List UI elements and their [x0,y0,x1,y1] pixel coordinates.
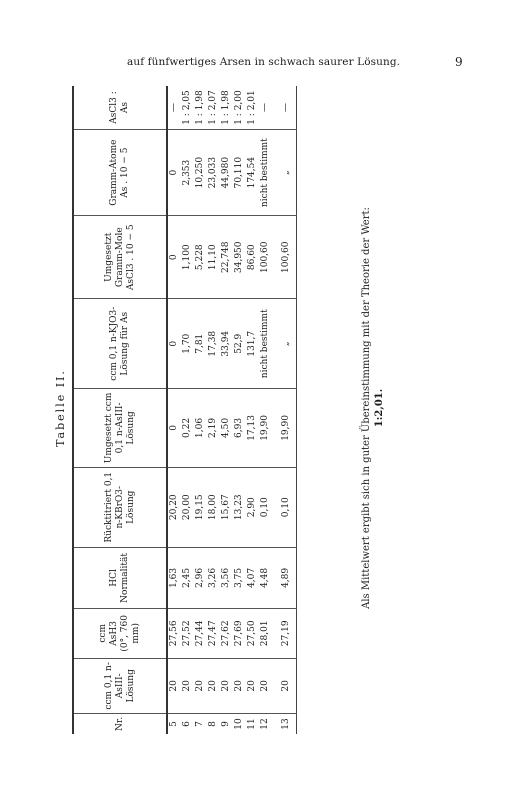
table-cell: 19,15 [194,467,207,547]
table-cell: 0,10 [259,467,272,547]
table-cell: 11 [247,718,257,730]
table-cell: 4,89 [280,547,297,608]
table-cell: 0 [167,216,181,299]
spacer-row [272,86,280,734]
table-cell: 27,69 [233,608,246,658]
table-cell: 70,110 [233,130,246,216]
table-cell: 17,13 [246,389,259,467]
header-hcl: HCl Normalität [73,547,167,608]
table-header-row [73,86,167,734]
spacer-cell [272,86,280,130]
table-cell: 12 [260,718,270,730]
table-cell: 20 [194,658,207,713]
table-cell: 27,19 [280,608,297,658]
table-cell: 7,81 [194,299,207,389]
table-cell: 13,23 [233,467,246,547]
table-cell: 8 [208,721,218,727]
table-cell: 2,45 [181,547,194,608]
table-cell: 5,228 [194,216,207,299]
table-caption: Tabelle II. [54,369,67,447]
table-cell: 5 [169,721,179,727]
table-cell: 2,96 [194,547,207,608]
table-cell: 6,93 [233,389,246,467]
table-cell: 20,20 [167,467,181,547]
table-cell: 1 : 1,98 [220,86,233,130]
table-cell: „ [280,130,297,216]
table-cell: 18,00 [207,467,220,547]
table-cell: 33,94 [220,299,233,389]
table-cell: 27,52 [181,608,194,658]
table-cell: 20 [233,658,246,713]
table-cell: 0,10 [280,467,297,547]
note-text: Als Mittelwert ergibt sich in guter Übereinstimmung mit der Theorie der Wert: [361,207,372,609]
table-cell: 23,033 [207,130,220,216]
table-cell: 22,748 [220,216,233,299]
page-number: 9 [455,55,463,69]
table-cell: 0 [167,389,181,467]
table-cell: 19,90 [259,389,272,467]
table-cell: 44,980 [220,130,233,216]
header-back-titrated: Rücktitriert 0,1 n-KBrO3-Lösung [73,467,167,547]
spacer-cell [272,658,280,713]
note-ratio: 1:2,01. [374,388,385,428]
table-cell: 1,70 [181,299,194,389]
table-cell: nicht bestimmt [259,130,272,216]
header-atoms-as: Gramm-Atome As . 10 − 5 [73,130,167,216]
table-cell: 20 [207,658,220,713]
spacer-cell [272,130,280,216]
header-kjo3: ccm 0,1 n-KJO3-Lösung für As [73,299,167,389]
table-cell: — [259,86,272,130]
table-cell: 1,06 [194,389,207,467]
table-cell: 1 : 2,01 [246,86,259,130]
table-cell: 100,60 [280,216,297,299]
table-cell: 27,62 [220,608,233,658]
table-cell: 10 [234,718,244,730]
spacer-cell [272,608,280,658]
table-cell: 1 : 2,05 [181,86,194,130]
data-table [72,86,297,734]
table-cell: 1 : 2,00 [233,86,246,130]
header-converted-as3: Umgesetzt ccm 0,1 n-AsIII-Lösung [73,389,167,467]
table-cell: 4,50 [220,389,233,467]
table-cell: 52,9 [233,299,246,389]
table-cell: 1,100 [181,216,194,299]
table-cell: nicht bestimmt [259,299,272,389]
table-cell: 20 [167,658,181,713]
table-cell: 0 [167,130,181,216]
table-cell: 28,01 [259,608,272,658]
header-nr: Nr. [114,716,125,731]
table-row [207,86,220,734]
table-cell: „ [280,299,297,389]
table-cell: — [280,86,297,130]
spacer-cell [272,216,280,299]
table-cell: 17,38 [207,299,220,389]
spacer-cell [272,467,280,547]
table-cell: 27,56 [167,608,181,658]
header-ratio: AsCl3 : As [73,86,167,130]
table-cell: 4,48 [259,547,272,608]
table-cell: 3,75 [233,547,246,608]
header-as3-solution: ccm 0,1 n-AsIII-Lösung [73,658,167,713]
table-cell: 27,44 [194,608,207,658]
table-cell: 10,250 [194,130,207,216]
header-moles-ascl3: Umgesetzt Gramm-Mole AsCl3 . 10 − 5 [73,216,167,299]
table-cell: 1 : 2,07 [207,86,220,130]
rotated-table-block [54,48,474,768]
table-cell: 4,07 [246,547,259,608]
table-cell: 27,47 [207,608,220,658]
table-row [233,86,246,734]
table-cell: 1 : 1,98 [194,86,207,130]
table-cell: 131,7 [246,299,259,389]
table-cell: 2,353 [181,130,194,216]
table-cell: 9 [221,721,231,727]
spacer-cell [272,299,280,389]
table-cell: 34,950 [233,216,246,299]
table-cell: 13 [281,718,291,730]
table-cell: 1,63 [167,547,181,608]
table-cell: 6 [182,721,192,727]
spacer-cell [272,547,280,608]
table-cell: 100,60 [259,216,272,299]
conclusion-note [360,48,386,768]
table-cell: 7 [195,721,205,727]
table-cell: 20 [246,658,259,713]
table-cell: 174,54 [246,130,259,216]
table-cell: 19,90 [280,389,297,467]
spacer-cell [272,713,280,734]
table-cell: 0,22 [181,389,194,467]
table-row [246,86,259,734]
table-cell: 11,10 [207,216,220,299]
header-ash3: ccm AsH3 (0°, 760 mm) [73,608,167,658]
table-row [259,86,272,734]
table-row [220,86,233,734]
table-row [194,86,207,734]
running-head-title: auf fünfwertiges Arsen in schwach saurer Lösung. [127,56,401,68]
table-cell: 3,56 [220,547,233,608]
spacer-cell [272,389,280,467]
table-cell: 20 [259,658,272,713]
table-cell: 20 [220,658,233,713]
table-cell: 20,00 [181,467,194,547]
table-cell: 27,50 [246,608,259,658]
table-cell: 20 [181,658,194,713]
table-cell: 2,19 [207,389,220,467]
table-cell: 3,26 [207,547,220,608]
table-cell: 86,60 [246,216,259,299]
table-cell: 0 [167,299,181,389]
table-cell: 2,90 [246,467,259,547]
table-cell: — [167,86,181,130]
table-row [280,86,297,734]
table-row [181,86,194,734]
table-row [167,86,181,734]
table-cell: 15,67 [220,467,233,547]
table-cell: 20 [280,658,297,713]
